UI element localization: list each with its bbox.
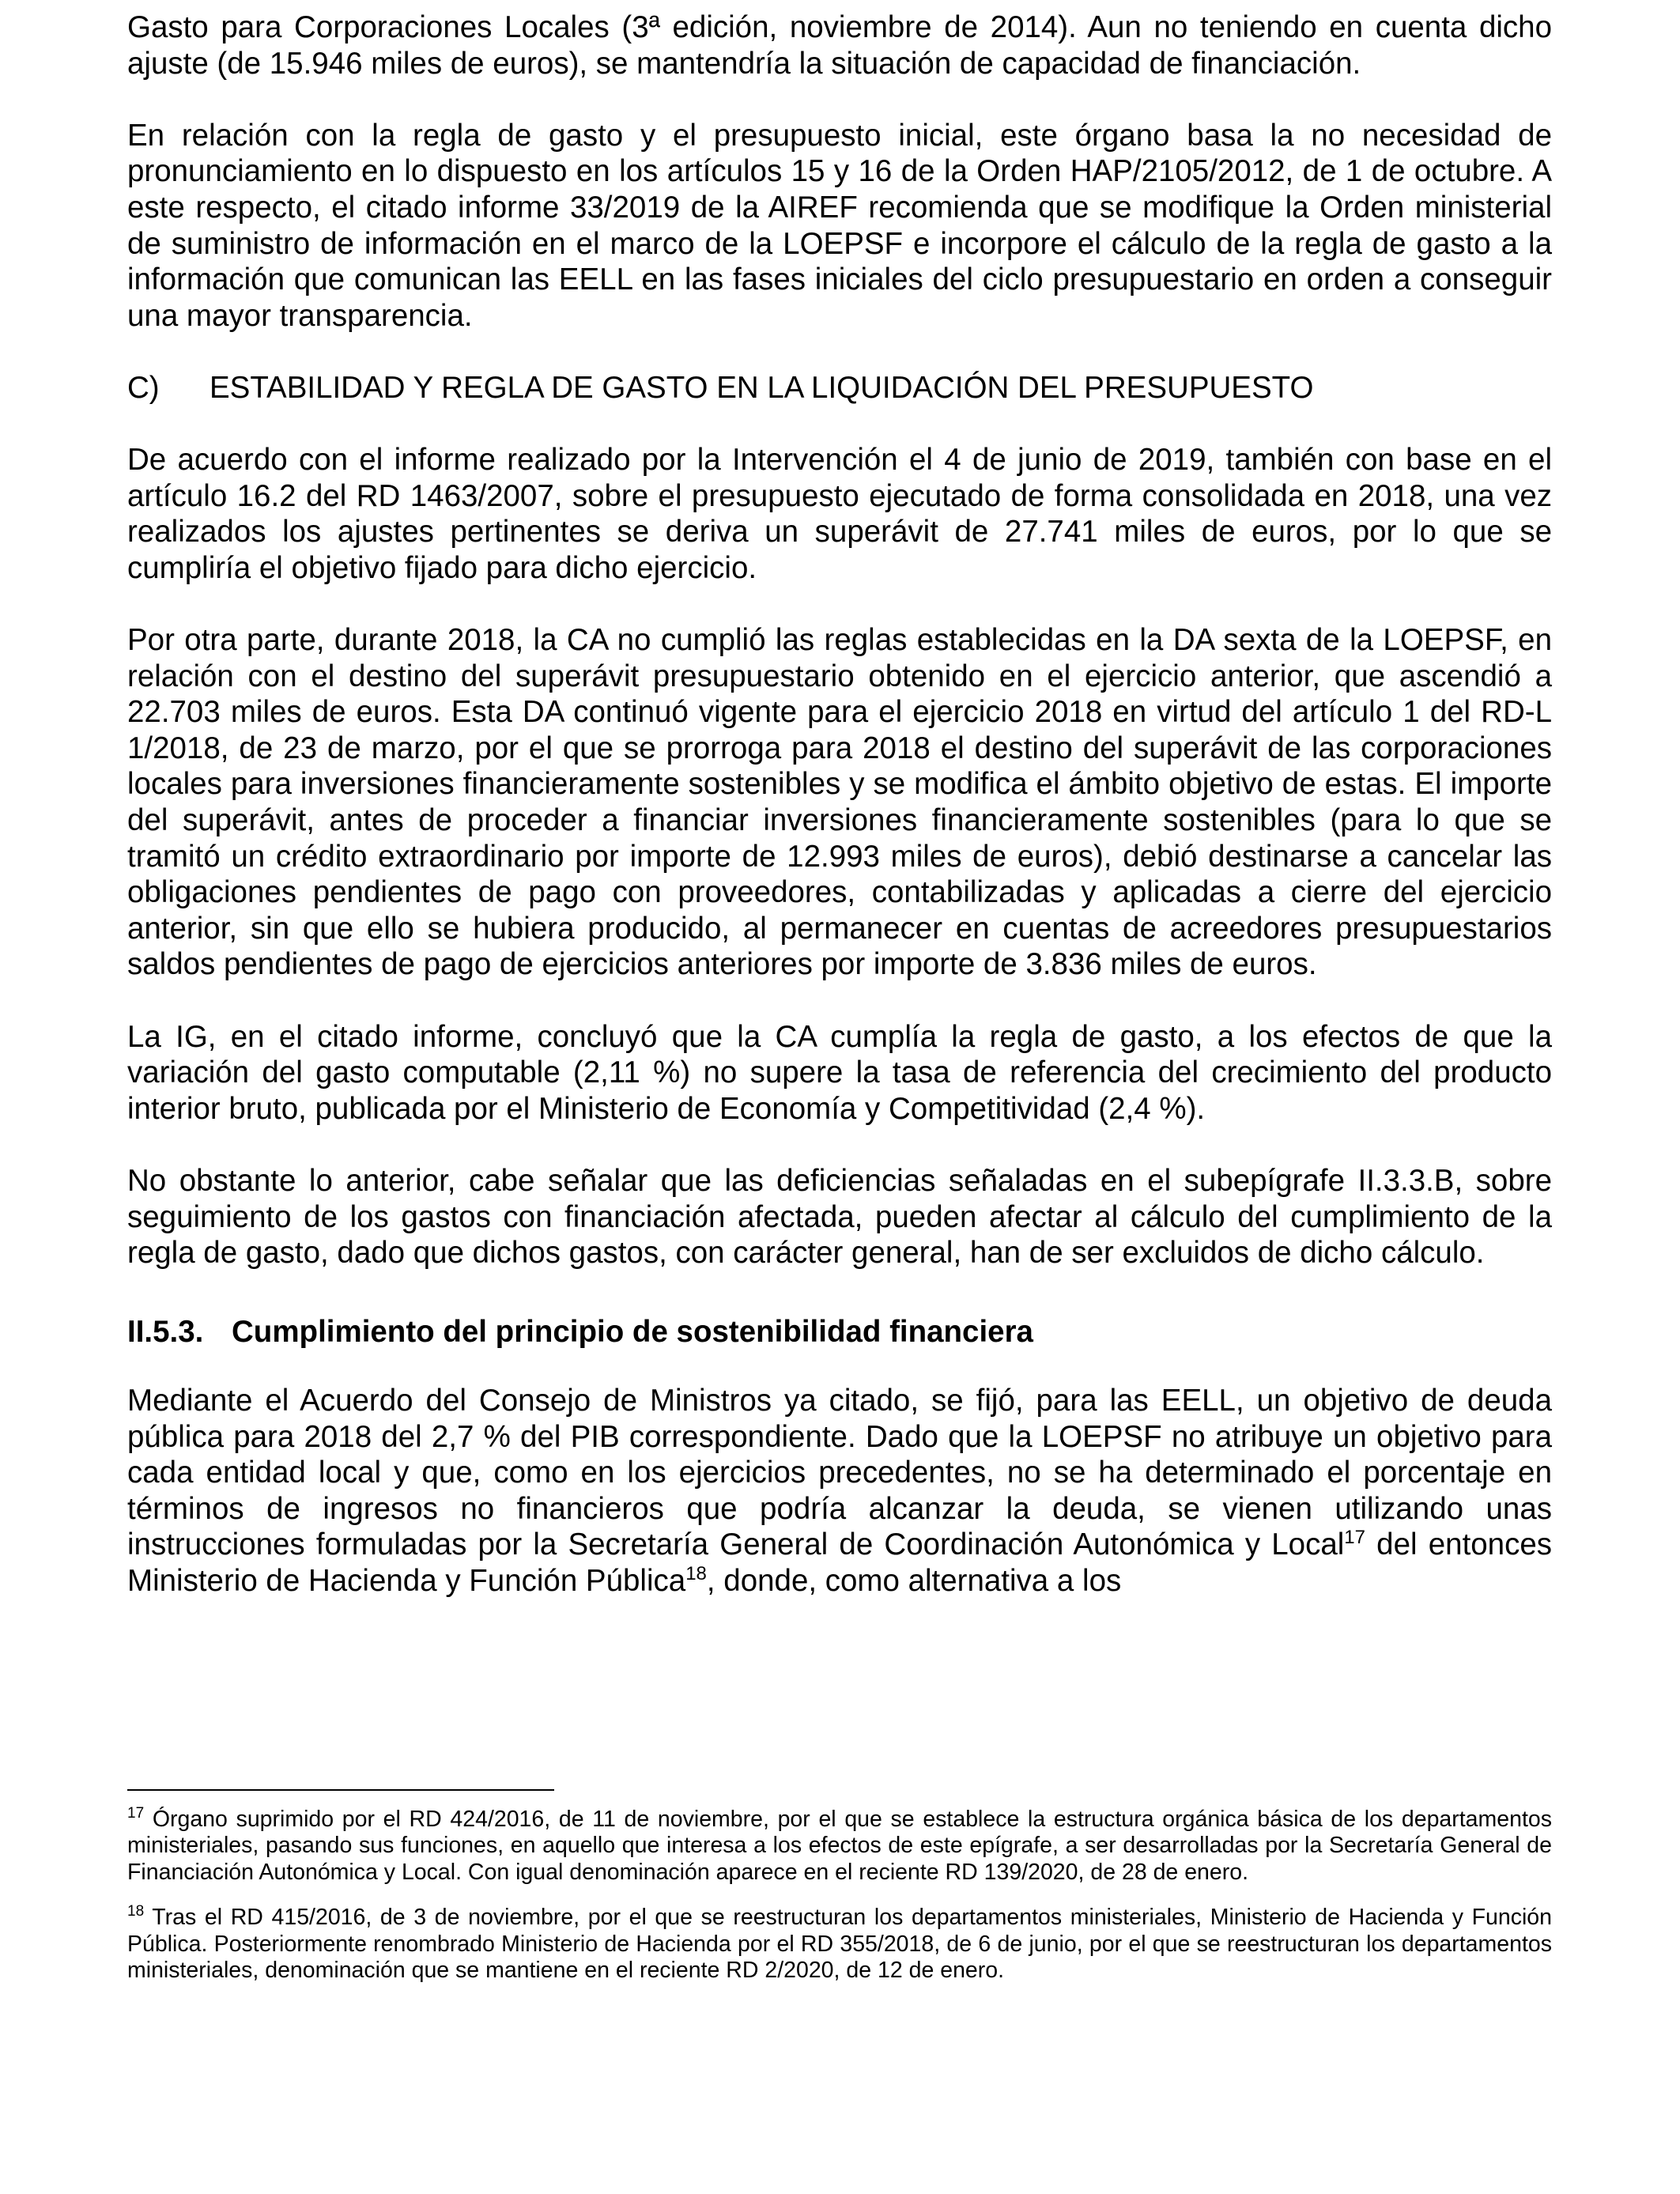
footnote-ref-17[interactable]: 17 [1344, 1527, 1365, 1549]
section-heading [127, 1314, 1552, 1350]
footnote-18-text: Tras el RD 415/2016, de 3 de noviembre, por el que se reestructuran los departamentos ministeriales, Ministerio de Hacienda y Función Pública. Posteriormente renombrado Ministerio de Hacienda por el RD 355/2018, de 6 de junio, por el que se reestructuran los departamentos ministeriales, denominación que se mantiene en el reciente RD 2/2020, de 12 de enero. [127, 1905, 1552, 1984]
footnote-17 [127, 1807, 1552, 1886]
paragraph-informe-intervencion: De acuerdo con el informe realizado por la Intervención el 4 de junio de 2019, también con base en el artículo 16.2 del RD 1463/2007, sobre el presupuesto ejecutado de forma consolidada en 2018, una vez realizados los ajustes pertinentes se deriva un superávit de 27.741 miles de euros, por lo que se cumpliría el objetivo fijado para dicho ejercicio. [127, 443, 1552, 585]
footnote-ref-18[interactable]: 18 [685, 1562, 707, 1584]
footnotes [127, 1807, 1552, 1984]
footnote-18-number: 18 [127, 1903, 145, 1920]
paragraph-deficiencias: No obstante lo anterior, cabe señalar que las deficiencias señaladas en el subepígrafe II.3.3.B, sobre seguimiento de los gastos con financiación afectada, pueden afectar al cálculo del cumplimiento de la regla de gasto, dado que dichos gastos, con carácter general, han de ser excluidos de dicho cálculo. [127, 1164, 1552, 1271]
document-body [127, 9, 1552, 1599]
paragraph-deuda-publica-part3: , donde, como alternativa a los [706, 1563, 1122, 1598]
paragraph-deuda-publica-part1: Mediante el Acuerdo del Consejo de Ministros ya citado, se fijó, para las EELL, un objetivo de deuda pública para 2018 del 2,7 % del PIB correspondiente. Dado que la LOEPSF no atribuye un objetivo para cada entidad local y que, como en los ejercicios precedentes, no se ha determinado el porcentaje en términos de ingresos no financieros que podría alcanzar la deuda, se vienen utilizando unas instrucciones formuladas por la Secretaría General de Coordinación Autonómica y Local [127, 1383, 1552, 1562]
footnote-17-text: Órgano suprimido por el RD 424/2016, de 11 de noviembre, por el que se establece la estructura orgánica básica de los departamentos ministeriales, pasando sus funciones, en aquello que interesa a los efectos de este epígrafe, a ser desarrolladas por la Secretaría General de Financiación Autonómica y Local. Con igual denominación aparece en el reciente RD 139/2020, de 28 de enero. [127, 1807, 1552, 1885]
paragraph-gasto-corporaciones: Gasto para Corporaciones Locales (3ª edición, noviembre de 2014). Aun no teniendo en cuenta dicho ajuste (de 15.946 miles de euros), se mantendría la situación de capacidad de financiación. [127, 10, 1552, 81]
footnote-17-number: 17 [127, 1805, 145, 1822]
subheading-c [127, 370, 1552, 406]
subheading-c-letter: C) [127, 370, 160, 405]
paragraph-destino-superavit: Por otra parte, durante 2018, la CA no cumplió las reglas establecidas en la DA sexta de la LOEPSF, en relación con el destino del superávit presupuestario obtenido en el ejercicio anterior, que ascendió a 22.703 miles de euros. Esta DA continuó vigente para el ejercicio 2018 en virtud del artículo 1 del RD-L 1/2018, de 23 de marzo, por el que se prorroga para 2018 el destino del superávit de las corporaciones locales para inversiones financieramente sostenibles y se modifica el ámbito objetivo de estas. El importe del superávit, antes de proceder a financiar inversiones financieramente sostenibles (para lo que se tramitó un crédito extraordinario por importe de 12.993 miles de euros), debió destinarse a cancelar las obligaciones pendientes de pago con proveedores, contabilizadas y aplicadas a cierre del ejercicio anterior, sin que ello se hubiera producido, al permanecer en cuentas de acreedores presupuestarios saldos pendientes de pago de ejercicios anteriores por importe de 3.836 miles de euros. [127, 623, 1552, 982]
paragraph-deuda-publica [127, 1383, 1552, 1599]
subheading-c-title: ESTABILIDAD Y REGLA DE GASTO EN LA LIQUIDACIÓN DEL PRESUPUESTO [210, 370, 1314, 405]
paragraph-ig-regla-gasto: La IG, en el citado informe, concluyó que la CA cumplía la regla de gasto, a los efectos de que la variación del gasto computable (2,11 %) no supere la tasa de referencia del crecimiento del producto interior bruto, publicada por el Ministerio de Economía y Competitividad (2,4 %). [127, 1019, 1552, 1126]
paragraph-regla-gasto-presupuesto-inicial: En relación con la regla de gasto y el presupuesto inicial, este órgano basa la no necesidad de pronunciamiento en lo dispuesto en los artículos 15 y 16 de la Orden HAP/2105/2012, de 1 de octubre. A este respecto, el citado informe 33/2019 de la AIREF recomienda que se modifique la Orden ministerial de suministro de información en el marco de la LOEPSF e incorpore el cálculo de la regla de gasto a la información que comunican las EELL en las fases iniciales del ciclo presupuestario en orden a conseguir una mayor transparencia. [127, 118, 1552, 333]
footnote-18 [127, 1905, 1552, 1984]
footnote-separator [127, 1789, 554, 1791]
paragraph-deuda-publica-part2: del entonces Ministerio de Hacienda y Función Pública [127, 1527, 1552, 1598]
section-title: Cumplimiento del principio de sostenibilidad financiera [232, 1315, 1033, 1350]
section-number: II.5.3. [127, 1315, 204, 1350]
